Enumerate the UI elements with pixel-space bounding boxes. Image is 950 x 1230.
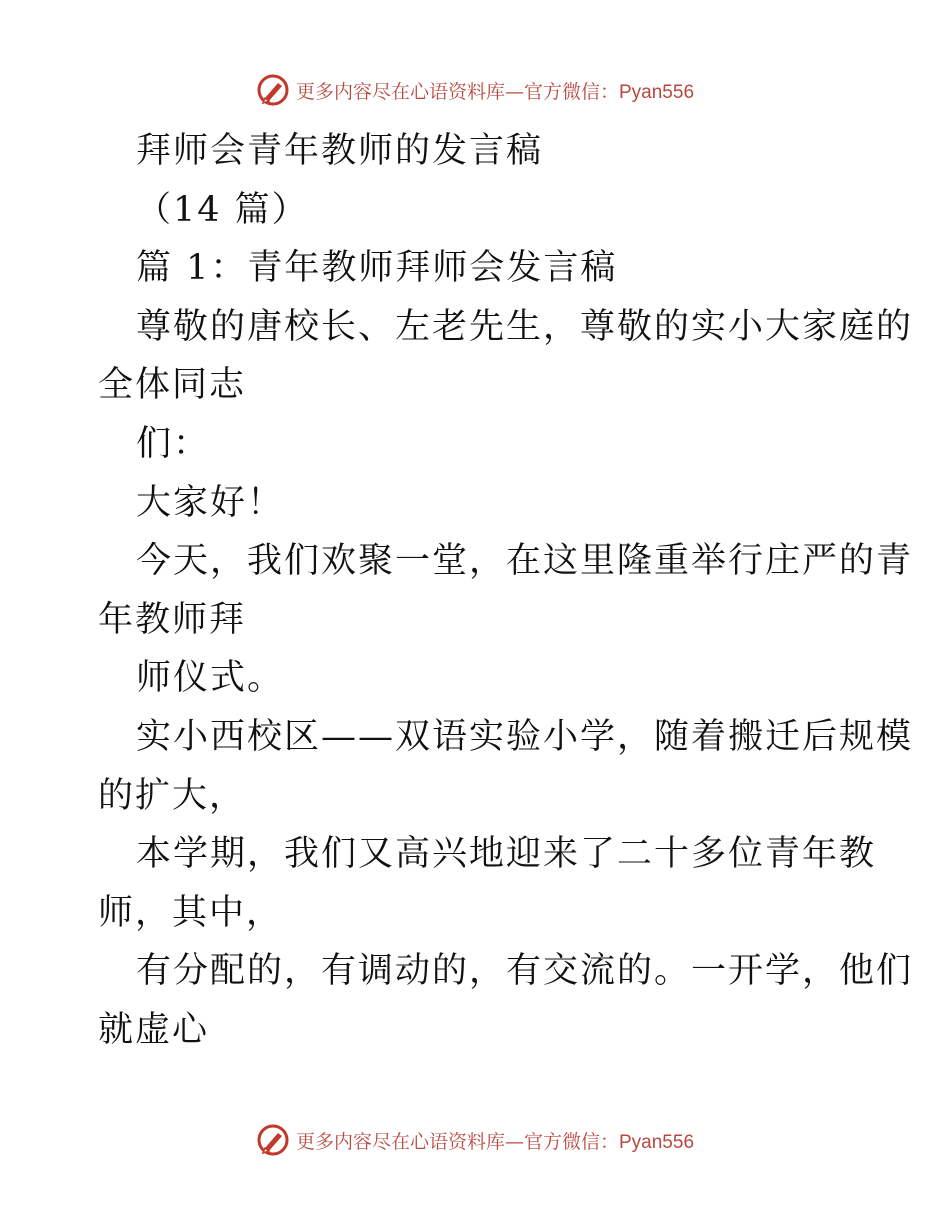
document-body [98,122,914,1060]
header-wechat-id: Pyan556 [619,81,695,103]
paragraph-line: 本学期，我们又高兴地迎来了二十多位青年教 [136,834,877,875]
paragraph-line: 师仪式。 [136,658,285,699]
footer-banner [0,1120,950,1160]
paragraph-line: 就虚心 [98,1009,210,1050]
paragraph-line: 今天，我们欢聚一堂，在这里隆重举行庄严的青 [136,541,914,582]
paragraph-line: 全体同志 [98,365,247,406]
header-banner [0,70,950,110]
paragraph-line: 的扩大， [98,775,247,816]
footer-banner-text: 更多内容尽在心语资料库—官方微信：Pyan556 [295,1130,695,1153]
paragraph-line: 师，其中， [98,892,284,933]
paragraph-line: 们： [136,423,211,464]
document-title: 拜师会青年教师的发言稿 [136,131,544,171]
footer-wechat-id: Pyan556 [619,1131,695,1153]
paragraph-line: 实小西校区——双语实验小学，随着搬迁后规模 [136,716,914,757]
document-subtitle: （14 篇） [136,189,309,230]
section-heading: 篇 1：青年教师拜师会发言稿 [136,248,618,289]
paragraph-line: 年教师拜 [98,599,247,640]
paragraph-line: 尊敬的唐校长、左老先生，尊敬的实小大家庭的 [136,306,914,347]
header-banner-text: 更多内容尽在心语资料库—官方微信：Pyan556 [295,80,695,103]
pen-logo-icon [256,1123,290,1157]
paragraph-line: 大家好！ [136,482,285,523]
pen-logo-icon [256,73,290,107]
paragraph-line: 有分配的，有调动的，有交流的。一开学，他们 [136,951,914,992]
